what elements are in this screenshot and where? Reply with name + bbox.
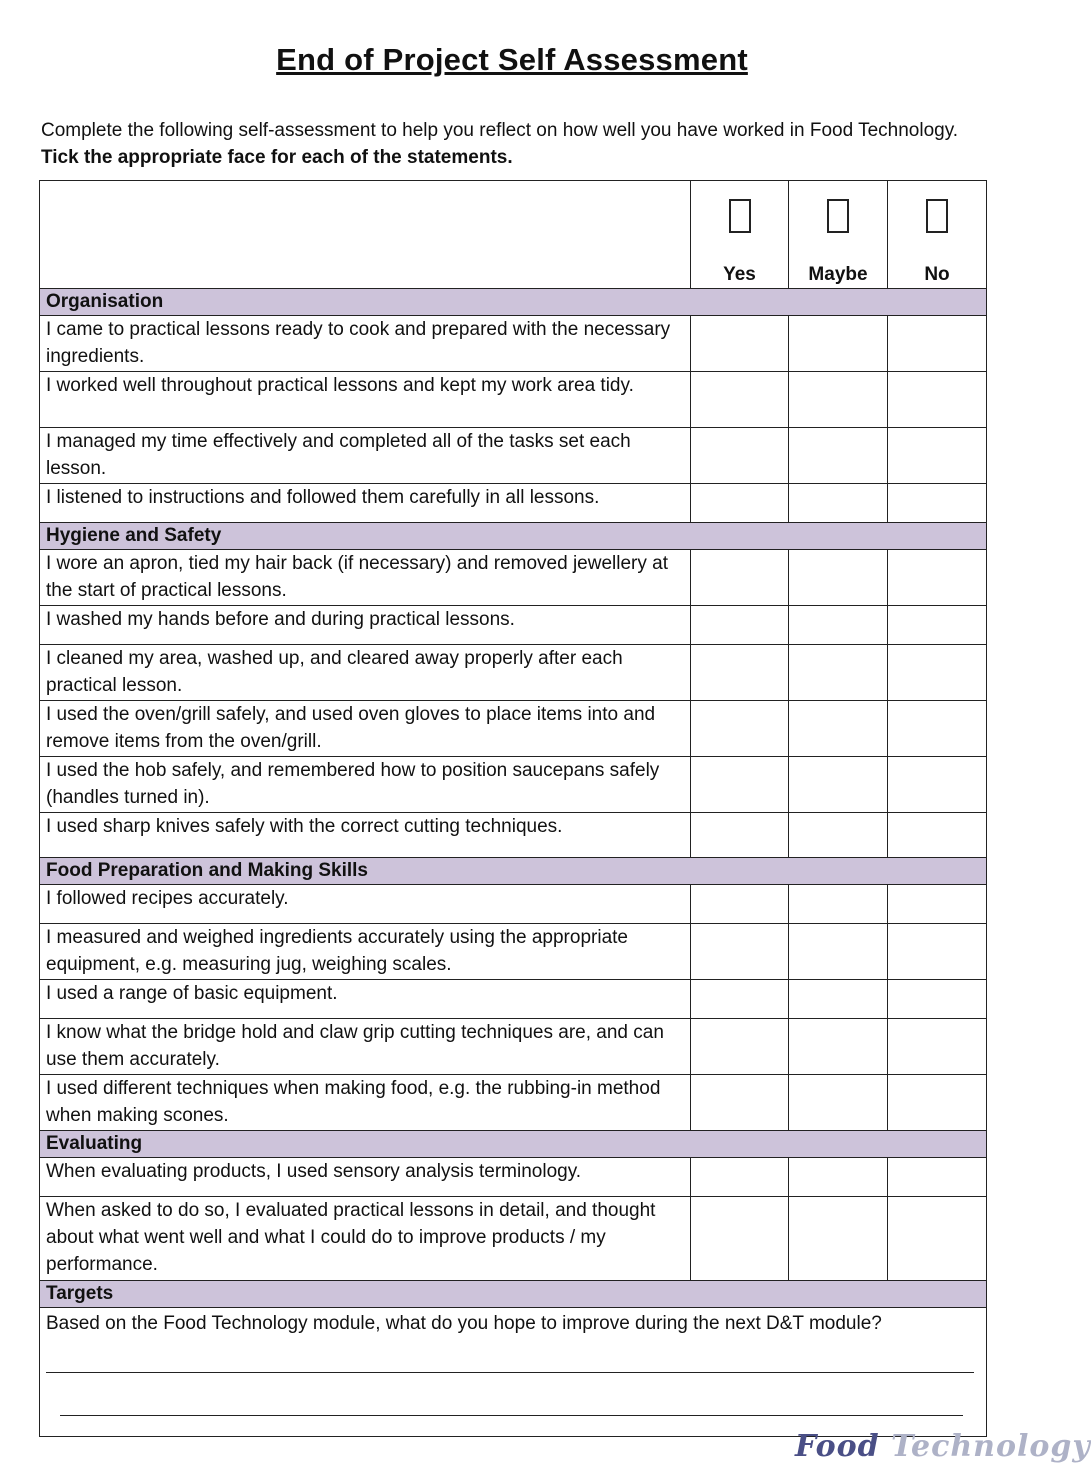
no-tick-cell[interactable] — [888, 550, 987, 606]
instructions-text: Complete the following self-assessment to help you reflect on how well you have worked in Food Technology. — [41, 120, 959, 141]
instructions-bold: Tick the appropriate face for each of the statements. — [41, 147, 513, 168]
maybe-tick-cell[interactable] — [789, 606, 888, 645]
maybe-tick-cell[interactable] — [789, 1197, 888, 1281]
yes-tick-cell[interactable] — [691, 645, 789, 701]
statement-row — [40, 428, 987, 484]
section-header-targets: Targets — [40, 1281, 987, 1308]
statement-row — [40, 701, 987, 757]
statement-row — [40, 1158, 987, 1197]
yes-tick-cell[interactable] — [691, 316, 789, 372]
statement-row — [40, 316, 987, 372]
statement-row — [40, 813, 987, 858]
statement-row — [40, 885, 987, 924]
statement-row — [40, 1197, 987, 1281]
yes-label: Yes — [723, 264, 756, 285]
targets-question: Based on the Food Technology module, what do you hope to improve during the next D&T module? — [46, 1313, 882, 1334]
statement-text: I know what the bridge hold and claw grip cutting techniques are, and can use them accurately. — [40, 1019, 691, 1075]
maybe-tick-cell[interactable] — [789, 757, 888, 813]
maybe-tick-cell[interactable] — [789, 645, 888, 701]
statement-text: I followed recipes accurately. — [40, 885, 691, 924]
statement-text: I used the hob safely, and remembered how to position saucepans safely (handles turned in). — [40, 757, 691, 813]
no-tick-cell[interactable] — [888, 701, 987, 757]
maybe-label: Maybe — [808, 264, 868, 285]
maybe-tick-cell[interactable] — [789, 813, 888, 858]
maybe-tick-cell[interactable] — [789, 1075, 888, 1131]
statement-row — [40, 550, 987, 606]
statement-text: I washed my hands before and during practical lessons. — [40, 606, 691, 645]
statement-text: When asked to do so, I evaluated practical lessons in detail, and thought about what went well and what I could do to improve products / my performance. — [40, 1197, 691, 1281]
no-label: No — [924, 264, 950, 285]
section-header-evaluating: Evaluating — [40, 1131, 987, 1158]
statement-row — [40, 924, 987, 980]
maybe-tick-cell[interactable] — [789, 428, 888, 484]
statement-text: I used different techniques when making food, e.g. the rubbing-in method when making scones. — [40, 1075, 691, 1131]
instructions — [41, 117, 991, 171]
no-tick-cell[interactable] — [888, 885, 987, 924]
statement-row — [40, 980, 987, 1019]
statement-text: I worked well throughout practical lessons and kept my work area tidy. — [40, 372, 691, 428]
maybe-tick-cell[interactable] — [789, 924, 888, 980]
yes-tick-cell[interactable] — [691, 484, 789, 523]
yes-tick-cell[interactable] — [691, 1197, 789, 1281]
statement-text: I measured and weighed ingredients accurately using the appropriate equipment, e.g. measuring jug, weighing scales. — [40, 924, 691, 980]
yes-tick-cell[interactable] — [691, 1075, 789, 1131]
page-title: End of Project Self Assessment — [276, 42, 748, 77]
statement-text: I wore an apron, tied my hair back (if necessary) and removed jewellery at the start of practical lessons. — [40, 550, 691, 606]
logo-word-food: Food — [795, 1429, 880, 1464]
section-header-hygiene: Hygiene and Safety — [40, 523, 987, 550]
statement-row — [40, 1075, 987, 1131]
maybe-column-header — [789, 181, 888, 289]
maybe-tick-cell[interactable] — [789, 701, 888, 757]
no-tick-cell[interactable] — [888, 428, 987, 484]
answer-line[interactable] — [46, 1372, 974, 1373]
no-tick-cell[interactable] — [888, 1075, 987, 1131]
targets-row — [40, 1308, 987, 1437]
yes-tick-cell[interactable] — [691, 757, 789, 813]
yes-tick-cell[interactable] — [691, 885, 789, 924]
no-tick-cell[interactable] — [888, 924, 987, 980]
yes-tick-cell[interactable] — [691, 428, 789, 484]
neutral-face-icon — [827, 199, 849, 233]
statement-text: I listened to instructions and followed them carefully in all lessons. — [40, 484, 691, 523]
section-header-organisation: Organisation — [40, 289, 987, 316]
maybe-tick-cell[interactable] — [789, 1158, 888, 1197]
maybe-tick-cell[interactable] — [789, 980, 888, 1019]
yes-tick-cell[interactable] — [691, 813, 789, 858]
no-tick-cell[interactable] — [888, 813, 987, 858]
statement-row — [40, 645, 987, 701]
section-header-food-preparation: Food Preparation and Making Skills — [40, 858, 987, 885]
happy-face-icon — [729, 199, 751, 233]
statement-text: When evaluating products, I used sensory analysis terminology. — [40, 1158, 691, 1197]
assessment-table — [39, 180, 987, 1437]
yes-tick-cell[interactable] — [691, 924, 789, 980]
yes-tick-cell[interactable] — [691, 1019, 789, 1075]
maybe-tick-cell[interactable] — [789, 372, 888, 428]
yes-tick-cell[interactable] — [691, 372, 789, 428]
no-tick-cell[interactable] — [888, 484, 987, 523]
statement-text: I managed my time effectively and completed all of the tasks set each lesson. — [40, 428, 691, 484]
statement-text: I used the oven/grill safely, and used oven gloves to place items into and remove items from the oven/grill. — [40, 701, 691, 757]
maybe-tick-cell[interactable] — [789, 550, 888, 606]
targets-cell — [40, 1308, 987, 1437]
no-tick-cell[interactable] — [888, 757, 987, 813]
statement-row — [40, 484, 987, 523]
statement-text: I came to practical lessons ready to cook and prepared with the necessary ingredients. — [40, 316, 691, 372]
yes-tick-cell[interactable] — [691, 701, 789, 757]
no-tick-cell[interactable] — [888, 606, 987, 645]
no-tick-cell[interactable] — [888, 645, 987, 701]
no-tick-cell[interactable] — [888, 1019, 987, 1075]
maybe-tick-cell[interactable] — [789, 316, 888, 372]
yes-tick-cell[interactable] — [691, 606, 789, 645]
food-technology-logo — [795, 1429, 1091, 1475]
sad-face-icon — [926, 199, 948, 233]
statement-text: I used a range of basic equipment. — [40, 980, 691, 1019]
yes-tick-cell[interactable] — [691, 1158, 789, 1197]
statement-text: I cleaned my area, washed up, and cleared away properly after each practical lesson. — [40, 645, 691, 701]
statement-row — [40, 757, 987, 813]
header-row — [40, 181, 987, 289]
statement-row — [40, 606, 987, 645]
statement-text: I used sharp knives safely with the correct cutting techniques. — [40, 813, 691, 858]
logo-word-technology: Technology — [891, 1429, 1091, 1464]
maybe-tick-cell[interactable] — [789, 885, 888, 924]
yes-column-header — [691, 181, 789, 289]
maybe-tick-cell[interactable] — [789, 1019, 888, 1075]
no-tick-cell[interactable] — [888, 372, 987, 428]
maybe-tick-cell[interactable] — [789, 484, 888, 523]
no-tick-cell[interactable] — [888, 316, 987, 372]
no-tick-cell[interactable] — [888, 1197, 987, 1281]
yes-tick-cell[interactable] — [691, 550, 789, 606]
no-tick-cell[interactable] — [888, 1158, 987, 1197]
header-blank-cell — [40, 181, 691, 289]
yes-tick-cell[interactable] — [691, 980, 789, 1019]
statement-row — [40, 372, 987, 428]
no-tick-cell[interactable] — [888, 980, 987, 1019]
answer-line[interactable] — [60, 1415, 963, 1416]
statement-row — [40, 1019, 987, 1075]
no-column-header — [888, 181, 987, 289]
